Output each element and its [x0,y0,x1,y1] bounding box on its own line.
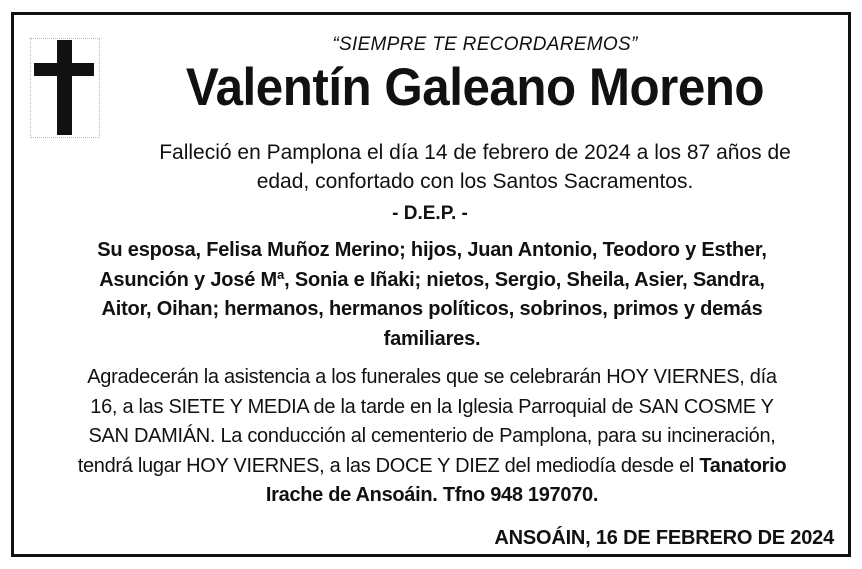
service-line [24,481,840,511]
family-list [24,236,840,354]
service-line: Agradecerán la asistencia a los funerales que se celebrarán HOY VIERNES, día [87,366,777,388]
death-line: edad, confortado con los Santos Sacramentos. [256,170,694,193]
death-announcement [110,138,840,196]
cross-vertical-bar [57,40,72,135]
service-line: SAN DAMIÁN. La conducción al cementerio de Pamplona, para su incineración, [88,425,776,447]
service-line: 16, a las SIETE Y MEDIA de la tarde en la Iglesia Parroquial de SAN COSME Y [90,395,774,418]
family-line: Aitor, Oihan; hermanos, hermanos políticos, sobrinos, primos y demás [101,298,763,320]
dateline: ANSOÁIN, 16 DE FEBRERO DE 2024 [494,527,834,549]
death-line: Falleció en Pamplona el día 14 de febrero de 2024 a los 87 años de [159,141,791,164]
family-line: Asunción y José Mª, Sonia e Iñaki; nietos, Sergio, Sheila, Asier, Sandra, [99,268,765,291]
service-line [24,452,840,482]
dep-label: - D.E.P. - [392,203,468,224]
family-line: Su esposa, Felisa Muñoz Merino; hijos, Juan Antonio, Teodoro y Esther, [97,239,767,261]
funeral-service-info [24,363,840,511]
service-text: tendrá lugar HOY VIERNES, a las DOCE Y DIEZ del mediodía desde el [77,454,700,477]
funeral-home-name: Tanatorio [699,454,787,477]
funeral-home-contact: Irache de Ansoáin. Tfno 948 197070. [265,484,599,506]
deceased-name: Valentín Galeano Moreno [185,58,765,117]
cross-horizontal-bar [34,63,94,76]
family-line: familiares. [383,327,481,350]
motto: “SIEMPRE TE RECORDAREMOS” [332,34,638,55]
